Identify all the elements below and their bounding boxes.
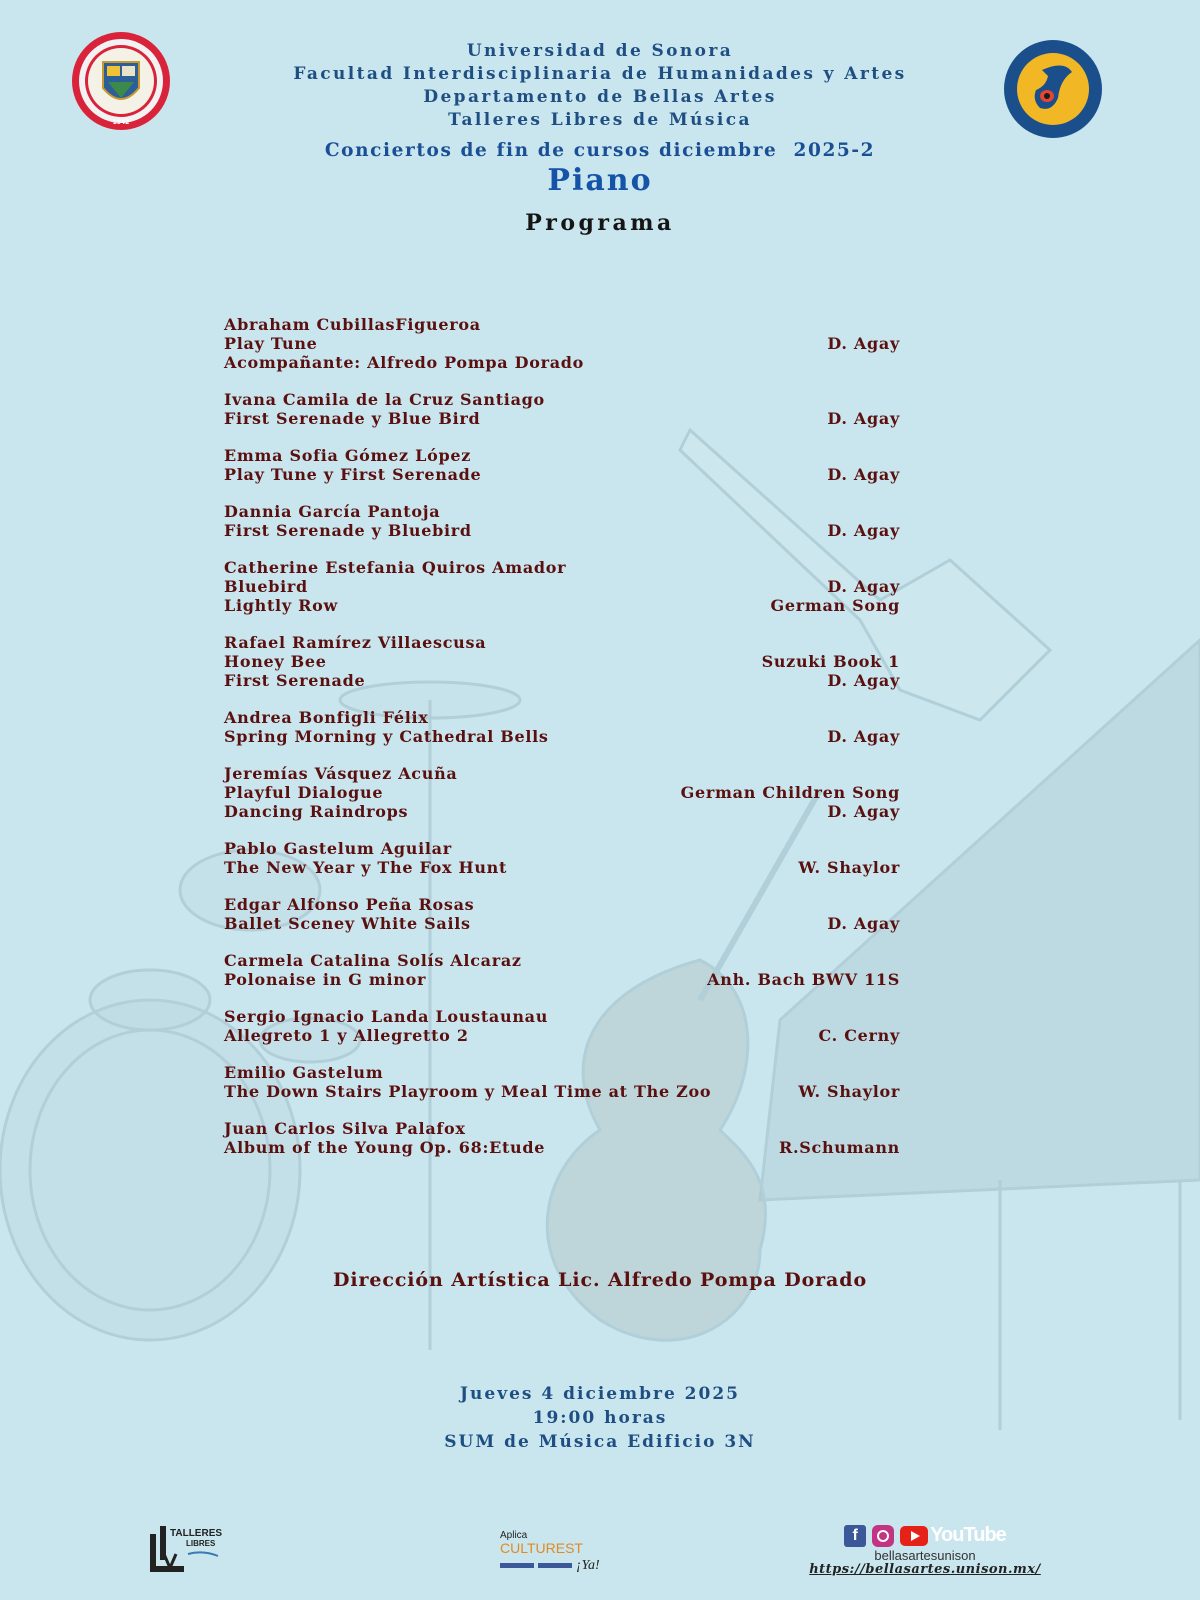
piece-composer: D. Agay xyxy=(827,801,900,821)
piece-composer: Suzuki Book 1 xyxy=(761,651,900,671)
performer-entry xyxy=(224,503,900,541)
piece-row xyxy=(224,971,900,990)
piece-row xyxy=(224,466,900,485)
page-title: Piano xyxy=(547,163,653,198)
university-name: Universidad de Sonora xyxy=(466,41,734,61)
piece-title: The Down Stairs Playroom y Meal Time at The Zoo xyxy=(224,1082,712,1102)
performer-entry xyxy=(224,896,900,934)
piece-row xyxy=(224,728,900,747)
piece-title: Play Tune y First Serenade xyxy=(224,464,482,484)
piece-composer: D. Agay xyxy=(827,408,900,428)
piece-row xyxy=(224,784,900,803)
piece-title: Dancing Raindrops xyxy=(224,801,409,821)
piece-title: Spring Morning y Cathedral Bells xyxy=(224,726,549,746)
performer-entry xyxy=(224,559,900,615)
performer-name: Sergio Ignacio Landa Loustaunau xyxy=(224,1007,549,1027)
piece-row xyxy=(224,1027,900,1046)
social-handle: bellasartesunison xyxy=(874,1548,976,1563)
piece-row xyxy=(224,410,900,429)
performer-entry xyxy=(224,391,900,429)
piece-composer: W. Shaylor xyxy=(798,1082,900,1102)
libres-text: LIBRES xyxy=(186,1539,216,1548)
piece-composer: D. Agay xyxy=(827,726,900,746)
performer-name: Abraham CubillasFigueroa xyxy=(224,315,481,334)
aplica-text: Aplica xyxy=(500,1530,528,1541)
piece-row xyxy=(224,1139,900,1158)
department-name: Departamento de Bellas Artes xyxy=(423,87,777,107)
program-heading: Programa xyxy=(525,210,675,236)
piece-row xyxy=(224,803,900,822)
performer-entry xyxy=(224,840,900,878)
piece-title: Allegreto 1 y Allegretto 2 xyxy=(224,1026,469,1046)
performer-entry xyxy=(224,765,900,821)
header xyxy=(0,40,1200,236)
piece-title: The New Year y The Fox Hunt xyxy=(224,857,508,877)
performer-entry xyxy=(224,634,900,690)
instagram-icon[interactable] xyxy=(872,1525,894,1547)
performer-name: Emilio Gastelum xyxy=(224,1063,384,1083)
piece-row xyxy=(224,578,900,597)
performer-entry xyxy=(224,952,900,990)
talleres-libres-logo xyxy=(148,1524,222,1574)
piece-composer: D. Agay xyxy=(827,576,900,596)
performer-name: Jeremías Vásquez Acuña xyxy=(224,764,458,784)
piece-row xyxy=(224,1083,900,1102)
piece-composer: C. Cerny xyxy=(818,1026,900,1046)
performer-name: Carmela Catalina Solís Alcaraz xyxy=(224,951,522,971)
event-place: SUM de Música Edificio 3N xyxy=(444,1432,756,1452)
piece-title: Album of the Young Op. 68:Etude xyxy=(224,1138,546,1158)
youtube-text: YouTube xyxy=(930,1524,1006,1546)
performer-entry xyxy=(224,1008,900,1046)
piece-row xyxy=(224,859,900,878)
performer-entry xyxy=(224,1064,900,1102)
piece-title: Acompañante: Alfredo Pompa Dorado xyxy=(224,352,585,372)
social-block xyxy=(790,1524,1060,1577)
piece-composer: D. Agay xyxy=(827,913,900,933)
performer-name: Emma Sofia Gómez López xyxy=(224,445,471,465)
piece-title: Bluebird xyxy=(224,576,308,596)
piece-composer: Anh. Bach BWV 11S xyxy=(707,969,900,989)
performer-name: Dannia García Pantoja xyxy=(224,502,441,522)
event-date: Jueves 4 diciembre 2025 xyxy=(460,1384,740,1404)
event-time: 19:00 horas xyxy=(532,1408,668,1428)
culturest-logo xyxy=(500,1530,610,1580)
piece-composer: German Children Song xyxy=(680,782,900,802)
piece-composer: German Song xyxy=(770,595,900,615)
svg-text:1942: 1942 xyxy=(112,119,130,126)
performer-entry xyxy=(224,316,900,372)
piece-title: Honey Bee xyxy=(224,651,327,671)
piece-composer: D. Agay xyxy=(827,333,900,353)
youtube-icon[interactable] xyxy=(900,1524,1006,1547)
talleres-text: TALLERES xyxy=(170,1528,222,1539)
piece-title: First Serenade y Blue Bird xyxy=(224,408,481,428)
performer-name: Catherine Estefania Quiros Amador xyxy=(224,558,567,578)
event-info xyxy=(0,1382,1200,1454)
program-list xyxy=(224,316,900,1177)
performer-entry xyxy=(224,447,900,485)
performer-entry xyxy=(224,709,900,747)
piece-composer: R.Schumann xyxy=(779,1138,900,1158)
piece-composer: W. Shaylor xyxy=(798,857,900,877)
piece-title: First Serenade y Bluebird xyxy=(224,520,472,540)
piece-row xyxy=(224,597,900,616)
workshops-name: Talleres Libres de Música xyxy=(448,110,752,130)
culturest-text: CULTUREST xyxy=(500,1540,583,1556)
piece-composer: D. Agay xyxy=(827,520,900,540)
piece-row xyxy=(224,335,900,354)
piece-composer: D. Agay xyxy=(827,670,900,690)
piece-row xyxy=(224,354,900,373)
artistic-direction: Dirección Artística Lic. Alfredo Pompa Dorado xyxy=(332,1269,868,1291)
piece-row xyxy=(224,653,900,672)
piece-row xyxy=(224,915,900,934)
piece-title: Lightly Row xyxy=(224,595,338,615)
culturest-social-bar xyxy=(500,1562,572,1570)
facebook-icon[interactable]: f xyxy=(844,1525,866,1547)
piece-title: First Serenade xyxy=(224,670,366,690)
performer-name: Juan Carlos Silva Palafox xyxy=(224,1119,466,1139)
concert-subtitle: Conciertos de fin de cursos diciembre 2025-2 xyxy=(324,140,876,161)
piece-row xyxy=(224,522,900,541)
faculty-name: Facultad Interdisciplinaria de Humanidades y Artes xyxy=(293,64,907,84)
website-link[interactable]: https://bellasartes.unison.mx/ xyxy=(809,1562,1041,1577)
piece-title: Ballet Sceney White Sails xyxy=(224,913,471,933)
piece-row xyxy=(224,672,900,691)
piece-title: Playful Dialogue xyxy=(224,782,384,802)
piece-title: Play Tune xyxy=(224,333,318,353)
ya-text: ¡Ya! xyxy=(576,1558,600,1573)
performer-name: Andrea Bonfigli Félix xyxy=(224,707,429,727)
performer-entry xyxy=(224,1120,900,1158)
piece-composer: D. Agay xyxy=(827,464,900,484)
performer-name: Edgar Alfonso Peña Rosas xyxy=(224,895,475,915)
performer-name: Ivana Camila de la Cruz Santiago xyxy=(224,389,545,409)
performer-name: Rafael Ramírez Villaescusa xyxy=(224,633,487,653)
performer-name: Pablo Gastelum Aguilar xyxy=(224,838,452,858)
piece-title: Polonaise in G minor xyxy=(224,969,427,989)
